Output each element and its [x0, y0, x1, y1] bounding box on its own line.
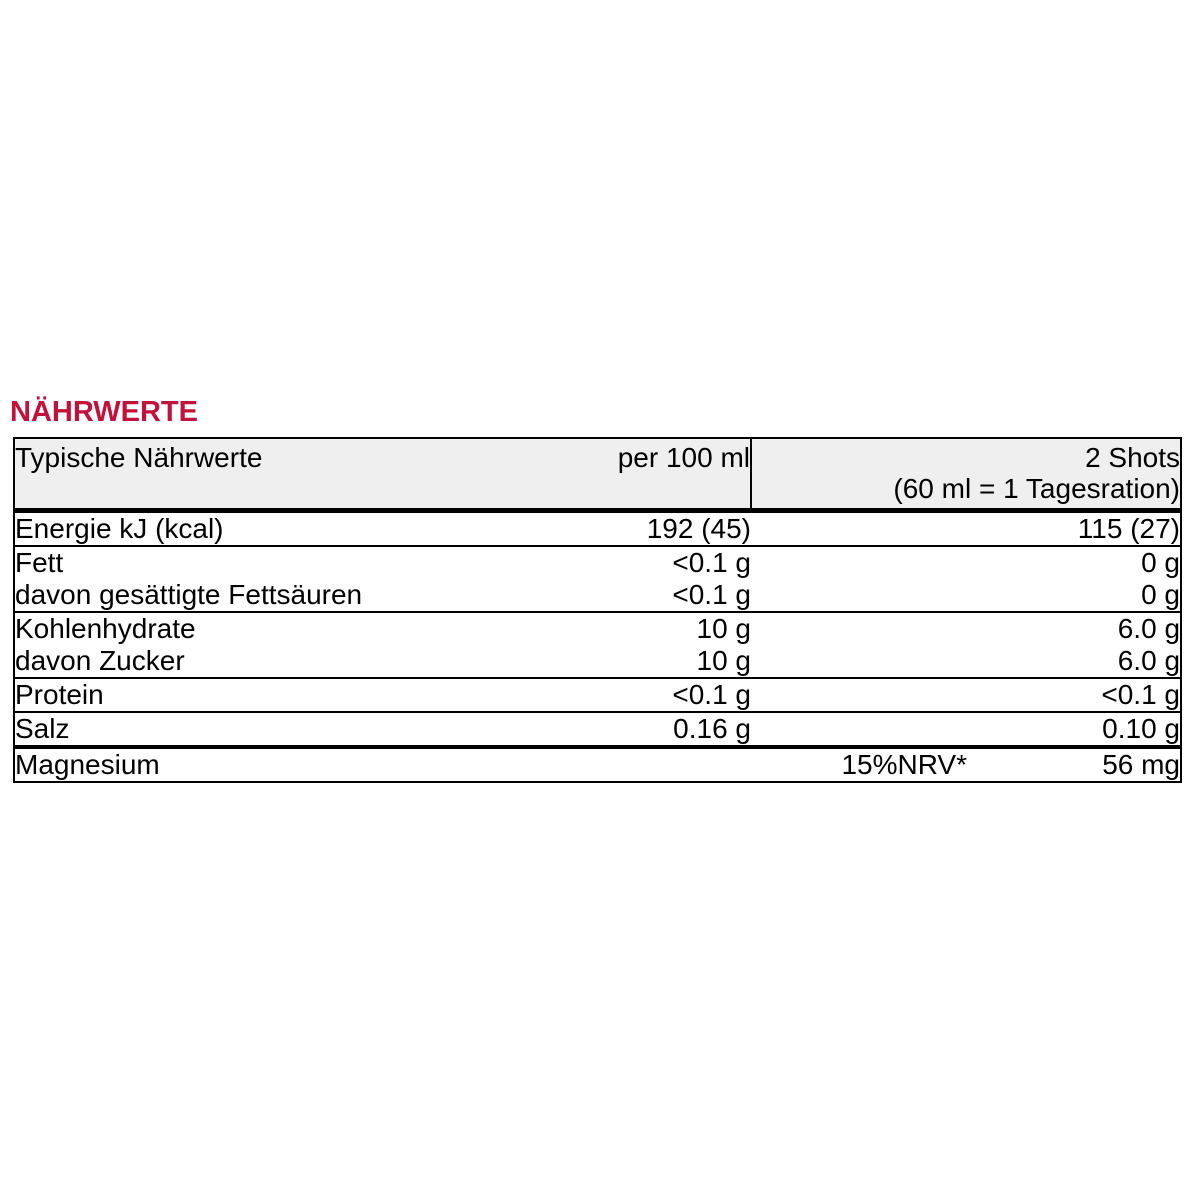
- cell-zucker-portion: 6.0 g: [1117, 645, 1181, 676]
- cell-salz-label: Salz: [14, 712, 434, 747]
- cell-zucker-label: davon Zucker: [15, 645, 185, 676]
- table-row-magnesium: [14, 747, 1181, 782]
- header-2-shots: [751, 438, 1181, 511]
- cell-salz-per100: 0.16 g: [434, 712, 751, 747]
- cell-kohlenhydrate-portion: 6.0 g: [751, 612, 1181, 645]
- cell-fettsaeuren-per100: <0.1 g: [672, 579, 751, 610]
- cell-zucker-per100: 10 g: [696, 645, 751, 676]
- cell-salz-portion: 0.10 g: [751, 712, 1181, 747]
- cell-fett-per100: <0.1 g: [434, 546, 751, 579]
- header-2-shots-line2: (60 ml = 1 Tagesration): [893, 473, 1181, 504]
- cell-fettsaeuren-portion: 0 g: [1141, 579, 1181, 610]
- cell-magnesium-label: Magnesium: [14, 747, 434, 782]
- table-row-fett: [14, 546, 1181, 579]
- cell-protein-portion: <0.1 g: [751, 678, 1181, 712]
- table-header-row: [14, 438, 1181, 511]
- cell-protein-per100: <0.1 g: [434, 678, 751, 712]
- cell-protein-label: Protein: [14, 678, 434, 712]
- cell-fettsaeuren-label: davon gesättigte Fettsäuren: [15, 579, 363, 610]
- cell-energie-per100: 192 (45): [646, 513, 751, 544]
- cell-kohlenhydrate-per100: 10 g: [434, 612, 751, 645]
- table-row-salz: [14, 712, 1181, 747]
- header-2-shots-line1: 2 Shots: [1085, 442, 1181, 473]
- cell-magnesium-portion: 56 mg: [967, 747, 1181, 782]
- cell-fett-portion: 0 g: [751, 546, 1181, 579]
- table-row-kohlenhydrate: [14, 612, 1181, 645]
- cell-kohlenhydrate-label: Kohlenhydrate: [14, 612, 434, 645]
- nutrition-table: [13, 437, 1182, 783]
- table-row-protein: [14, 678, 1181, 712]
- table-row-zucker: [14, 645, 1181, 678]
- header-typical-values: Typische Nährwerte: [14, 438, 434, 511]
- page-title: NÄHRWERTE: [10, 396, 198, 428]
- table-row-energie: [14, 511, 1181, 547]
- cell-energie-portion: 115 (27): [1077, 513, 1181, 544]
- cell-magnesium-per100: [434, 747, 751, 782]
- cell-fett-label: Fett: [14, 546, 434, 579]
- table-row-fettsaeuren: [14, 579, 1181, 612]
- cell-energie-label: Energie kJ (kcal): [15, 513, 224, 544]
- header-per-100-ml: per 100 ml: [434, 438, 751, 511]
- cell-magnesium-nrv: 15%NRV*: [751, 747, 967, 782]
